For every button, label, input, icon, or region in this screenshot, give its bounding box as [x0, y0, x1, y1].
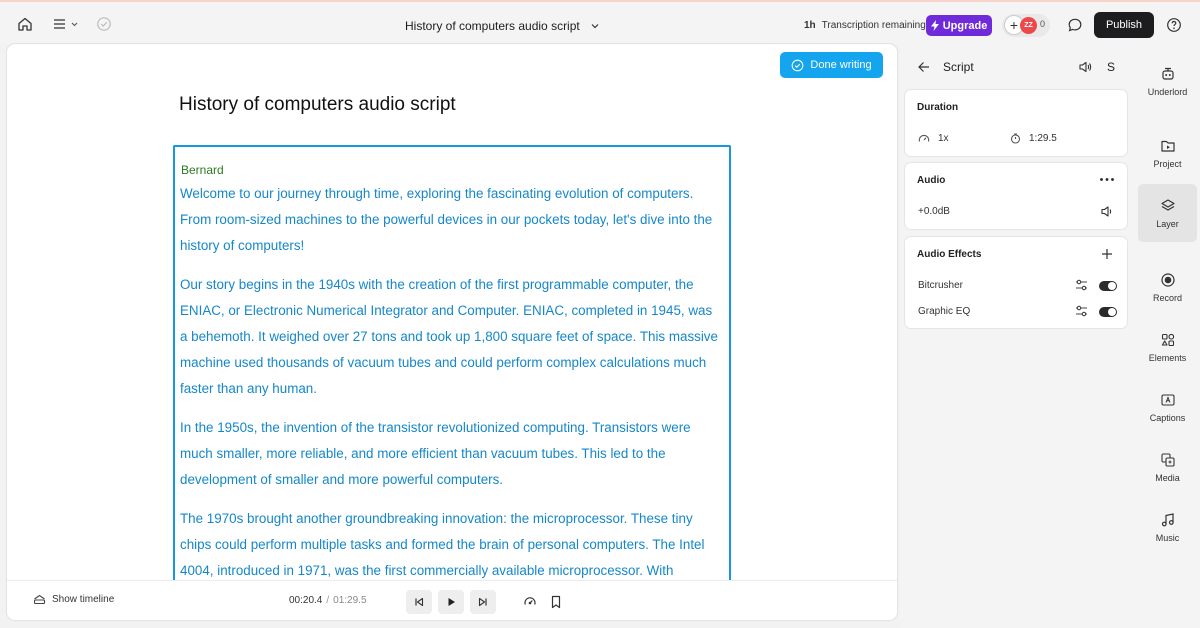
playback-bar — [7, 580, 897, 620]
speed-gauge-icon[interactable] — [918, 133, 930, 144]
media-icon — [1160, 452, 1176, 468]
total-time: 01:29.5 — [333, 595, 367, 606]
transcription-hours: 1h — [804, 19, 816, 31]
hamburger-icon — [54, 20, 65, 28]
nav-underlord[interactable]: Underlord — [1138, 52, 1197, 110]
upgrade-button[interactable]: Upgrade — [926, 15, 992, 36]
skip-back-icon — [413, 596, 425, 608]
skip-forward-icon — [477, 596, 489, 608]
volume-icon[interactable] — [1100, 205, 1114, 218]
collaborators[interactable] — [1002, 14, 1050, 37]
done-writing-button[interactable]: Done writing — [780, 52, 883, 78]
play-button[interactable] — [438, 590, 464, 614]
top-bar — [0, 0, 1200, 44]
time-separator: / — [326, 595, 330, 606]
timer-icon — [1010, 133, 1021, 144]
nav-captions[interactable]: Captions — [1138, 378, 1197, 436]
effect-bitcrusher-toggle[interactable] — [1099, 281, 1117, 291]
duration-card — [905, 90, 1127, 156]
audio-effects-card — [905, 237, 1127, 328]
lightning-icon — [931, 20, 939, 31]
nav-project[interactable]: Project — [1138, 124, 1197, 182]
script-paragraph[interactable]: Welcome to our journey through time, exploring the fascinating evolution of computers. From room-sized machines to the powerful devices in our pockets today, let's dive into the history of computers! — [180, 186, 713, 253]
layers-icon — [1160, 198, 1176, 214]
duration-value[interactable]: 1:29.5 — [1029, 133, 1057, 144]
duration-title: Duration — [917, 102, 959, 113]
playback-time — [289, 595, 367, 606]
sliders-icon[interactable] — [1075, 305, 1088, 317]
nav-media[interactable]: Media — [1138, 438, 1197, 496]
add-effect-icon[interactable] — [1101, 248, 1113, 260]
nav-music[interactable]: Music — [1138, 498, 1197, 556]
audio-effects-title: Audio Effects — [917, 249, 982, 260]
home-icon[interactable] — [16, 15, 34, 33]
nav-elements[interactable]: Elements — [1138, 318, 1197, 376]
audio-title: Audio — [917, 175, 946, 186]
speed-value[interactable]: 1x — [938, 133, 949, 144]
check-circle-icon[interactable] — [95, 15, 113, 33]
music-icon — [1160, 512, 1176, 528]
nav-record[interactable]: Record — [1138, 258, 1197, 316]
panel-title: Script — [943, 60, 974, 74]
audio-card — [905, 163, 1127, 229]
effect-graphic-eq-toggle[interactable] — [1099, 307, 1117, 317]
playback-speed-icon[interactable] — [522, 594, 538, 610]
script-paragraph[interactable]: The 1970s brought another groundbreaking innovation: the microprocessor. These tiny chips could perform multiple tasks and formed the brain of personal computers. The Intel 4004, introduced in 1971, was the first commercially available microprocessor. With — [180, 511, 705, 578]
timeline-icon — [33, 594, 46, 605]
help-icon[interactable] — [1165, 16, 1183, 34]
menu-button[interactable] — [50, 15, 80, 33]
document-title: History of computers audio script — [405, 19, 580, 33]
captions-icon — [1160, 392, 1176, 408]
skip-forward-button[interactable] — [470, 590, 496, 614]
check-circle-icon — [791, 59, 804, 72]
bookmark-icon[interactable] — [548, 594, 564, 610]
nav-layer[interactable]: Layer — [1138, 184, 1197, 242]
panel-s-label[interactable]: S — [1107, 60, 1116, 74]
speaker-icon[interactable] — [1078, 60, 1092, 74]
script-paragraph[interactable]: Our story begins in the 1940s with the creation of the first programmable computer, the ENIAC, or Electronic Numerical Integrator and Computer. ENIAC, completed in 1945, was a behemoth. It weighed over 27 tons and took up 1,800 square feet of space. This massive machine used thousands of vacuum tubes and could perform complex calculations much faster than any human. — [180, 277, 718, 396]
speaker-label[interactable]: Bernard — [181, 163, 224, 177]
comment-icon[interactable] — [1066, 16, 1084, 34]
transcription-remaining — [790, 14, 926, 36]
sliders-icon[interactable] — [1075, 279, 1088, 291]
more-options-icon[interactable] — [1099, 177, 1115, 182]
play-icon — [445, 596, 457, 608]
show-timeline-button[interactable]: Show timeline — [33, 594, 114, 605]
transcription-label: Transcription remaining — [821, 19, 926, 31]
script-paragraph[interactable]: In the 1950s, the invention of the transistor revolutionized computing. Transistors were much smaller, more reliable, and more efficient than vacuum tubes. This led to the development of smaller and more powerful computers. — [180, 420, 691, 487]
robot-icon — [1160, 66, 1176, 82]
page-title[interactable]: History of computers audio script — [179, 94, 456, 115]
chevron-down-icon — [72, 23, 77, 26]
side-navigation — [1137, 44, 1200, 628]
document-title-dropdown[interactable] — [405, 16, 600, 36]
publish-button[interactable]: Publish — [1094, 12, 1154, 38]
avatar: ZZ — [1020, 17, 1037, 34]
script-text-area[interactable] — [173, 145, 731, 585]
current-time: 00:20.4 — [289, 595, 323, 606]
script-editor — [7, 44, 897, 620]
add-collaborator-icon[interactable]: + — [1004, 15, 1024, 35]
project-icon — [1160, 138, 1176, 154]
record-icon — [1160, 272, 1176, 288]
elements-icon — [1160, 332, 1176, 348]
effect-graphic-eq-label: Graphic EQ — [918, 306, 971, 317]
skip-back-button[interactable] — [406, 590, 432, 614]
collaborator-count: 0 — [1040, 19, 1046, 29]
back-arrow-icon[interactable] — [917, 61, 930, 73]
effect-bitcrusher-label: Bitcrusher — [918, 280, 964, 291]
panel-header — [917, 58, 1127, 78]
chevron-down-icon — [590, 21, 600, 31]
properties-panel — [900, 44, 1137, 628]
audio-gain-value[interactable]: +0.0dB — [918, 206, 950, 217]
